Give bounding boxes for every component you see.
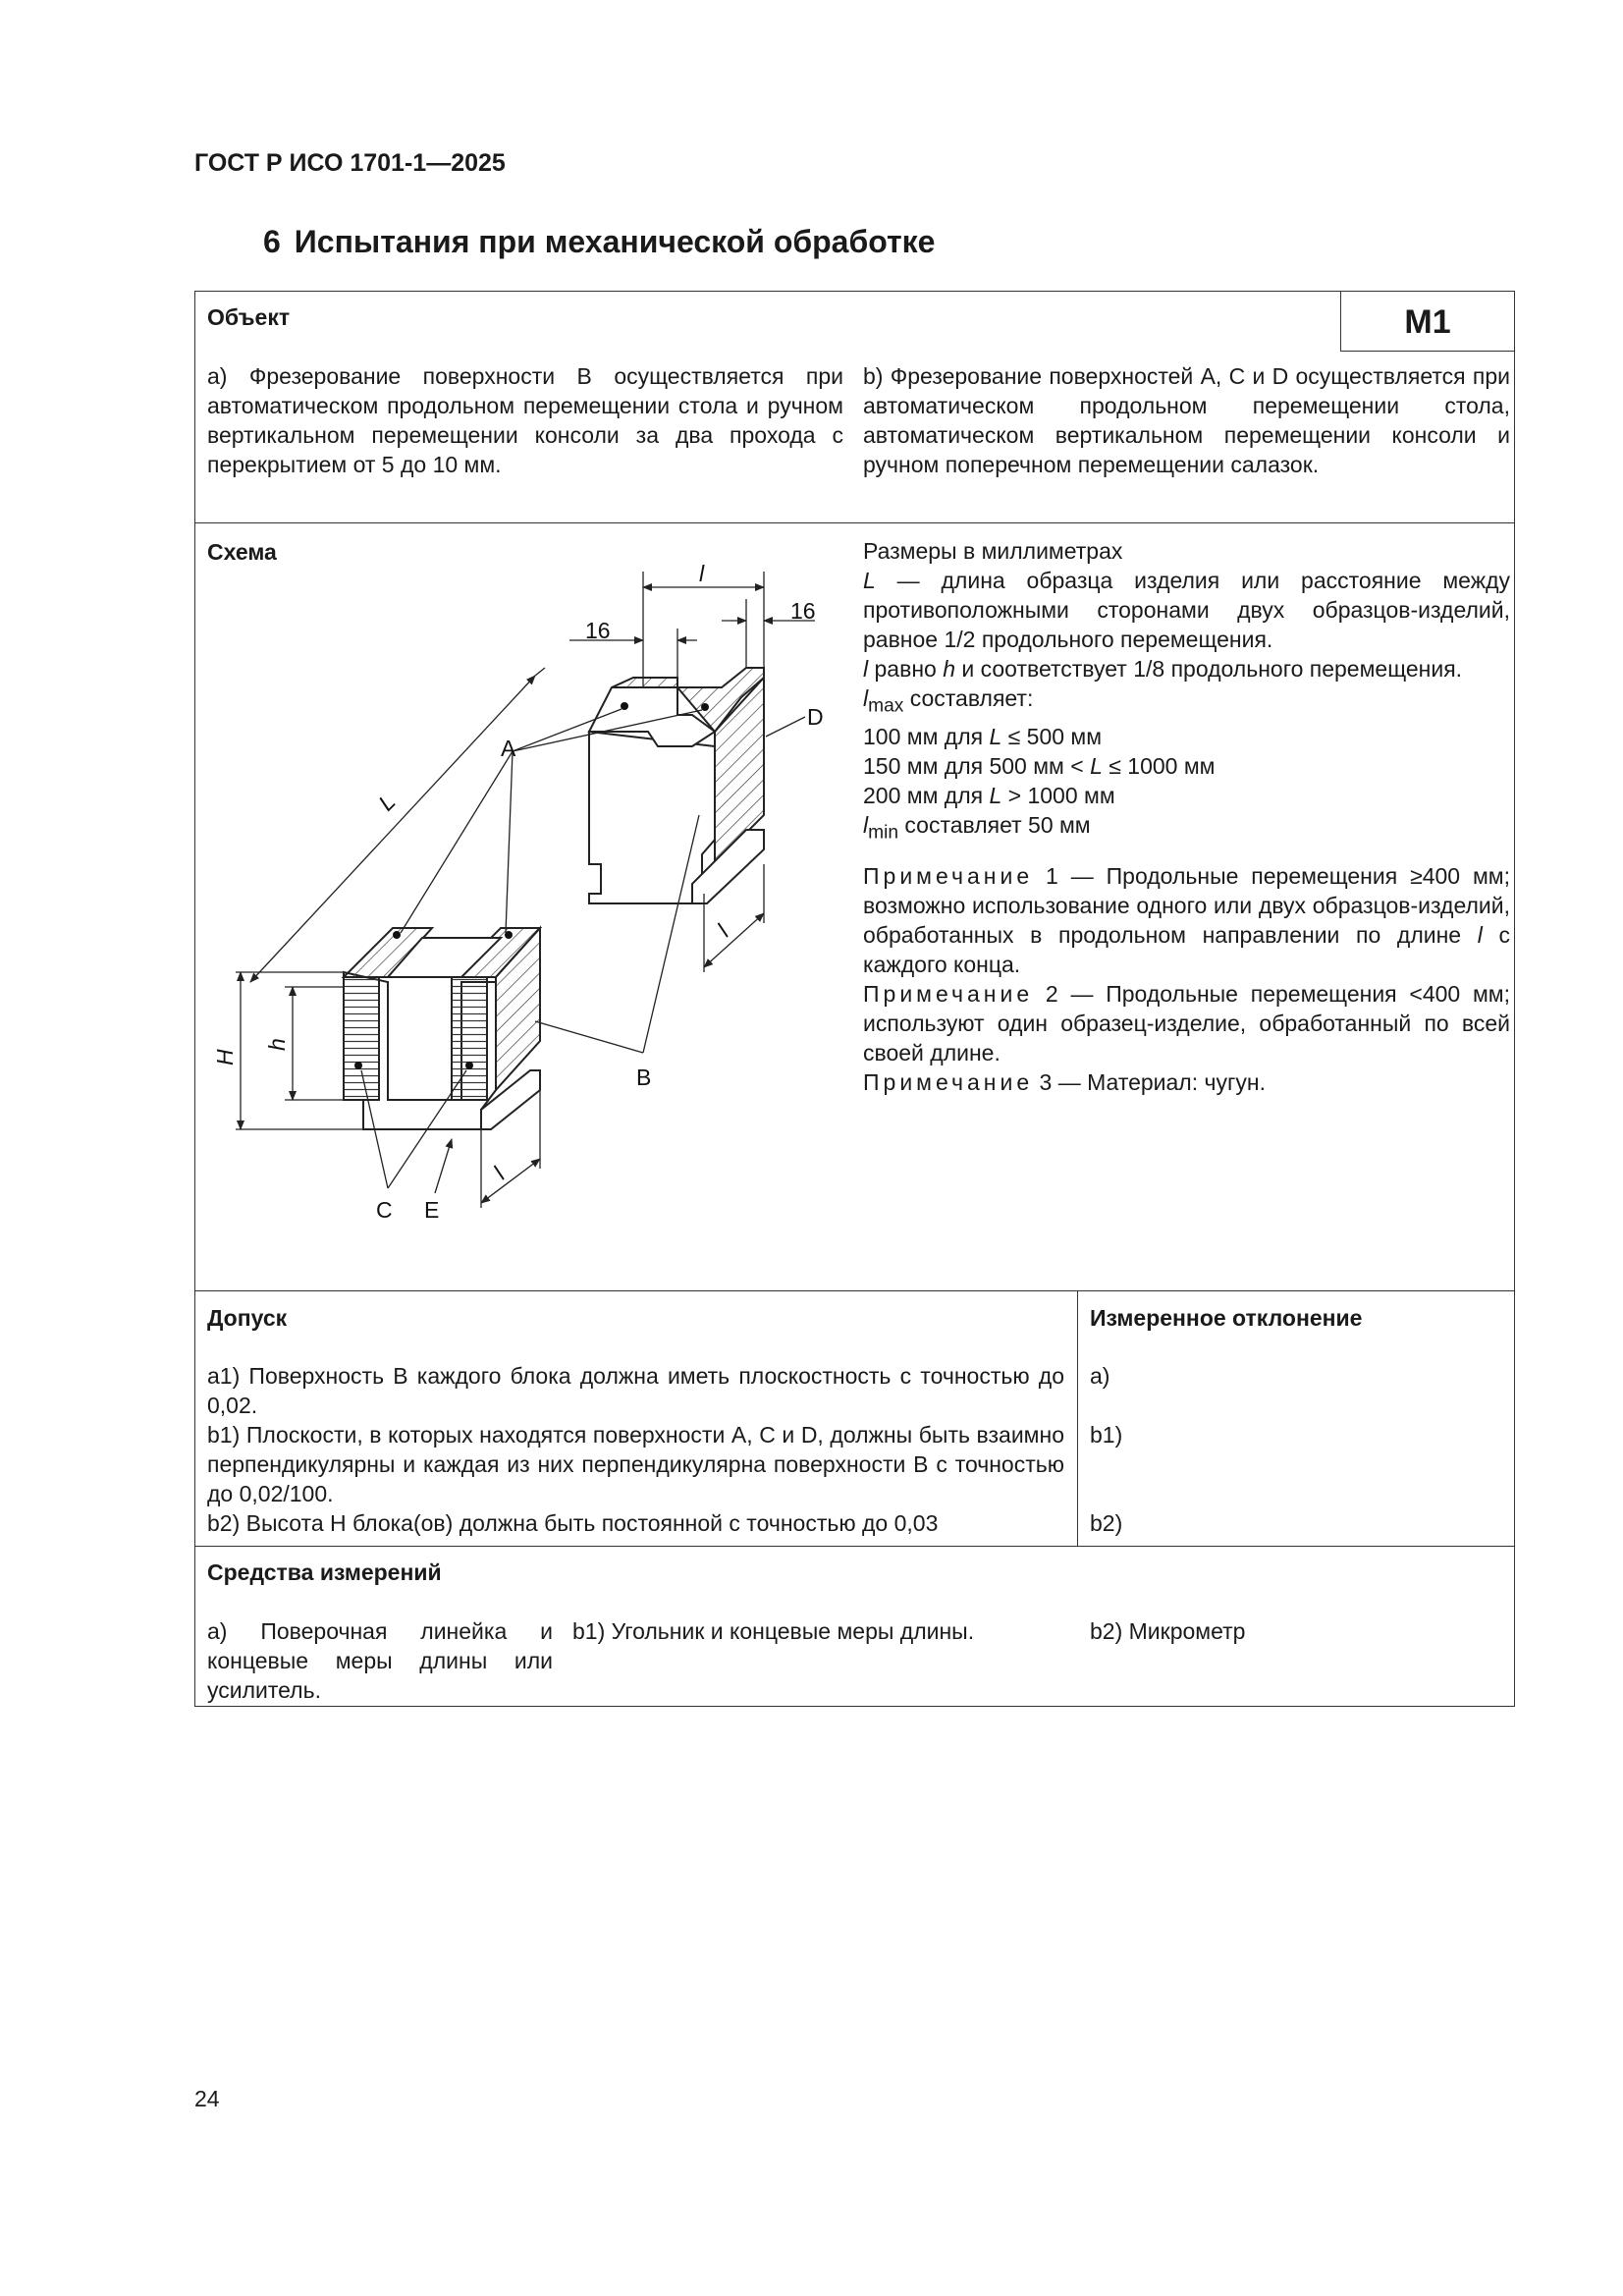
object-text-b: b) Фрезерование поверхностей A, C и D осуществляется при автоматическом продольном перемещении стола, автоматическом вертикальном перемещении консоли и ручном поперечном перемещении салазок.: [863, 363, 1510, 477]
row-divider-scheme: [195, 1290, 1514, 1291]
tolerance-label: Допуск: [207, 1305, 288, 1331]
scheme-explanation: [863, 536, 1510, 1097]
object-label: Объект: [207, 304, 291, 330]
dim-H: H: [212, 1049, 238, 1066]
dim-16-right: 16: [790, 598, 816, 624]
dimensions-caption: Размеры в миллиметрах: [863, 538, 1123, 564]
note-3: Примечание 3 — Материал: чугун.: [863, 1069, 1266, 1096]
measured-deviation-label: Измеренное отклонение: [1090, 1305, 1363, 1331]
label-E: E: [424, 1197, 440, 1223]
section-title: Испытания при механической обработке: [294, 224, 936, 259]
measured-b1: b1): [1090, 1422, 1123, 1448]
definition-l: l равно h и соответствует 1/8 продольного перемещения.: [863, 656, 1463, 682]
tools-b2: b2) Микрометр: [1090, 1618, 1246, 1644]
dim-h: h: [264, 1038, 290, 1051]
label-D: D: [807, 704, 824, 730]
tools-b1: b1) Угольник и концевые меры длины.: [572, 1618, 975, 1644]
dim-l-right: l: [712, 919, 734, 942]
tolerance-a1: a1) Поверхность B каждого блока должна иметь плоскостность с точностью до 0,02.: [207, 1363, 1064, 1418]
scheme-label: Схема: [207, 539, 277, 565]
dim-l-top: l: [699, 561, 705, 586]
label-C: C: [376, 1197, 393, 1223]
label-A: A: [501, 736, 516, 761]
note-2: Примечание 2 — Продольные перемещения <400 мм; используют один образец-изделие, обработанный по всей своей длине.: [863, 981, 1510, 1066]
tools-a: a) Поверочная линейка и концевые меры длины или усилитель.: [207, 1618, 553, 1703]
lmax-case-1: 100 мм для L ≤ 500 мм: [863, 723, 1103, 749]
tolerance-column-divider: [1077, 1290, 1078, 1546]
label-B: B: [636, 1065, 652, 1090]
dim-l-bottom: l: [488, 1162, 511, 1184]
dim-L: L: [373, 789, 401, 816]
definition-lmin: $l_{min}$ составляет 50 мм: [863, 811, 1091, 844]
definition-lmax: $l_{max}$ составляет:: [863, 685, 1034, 717]
lmax-case-2: 150 мм для 500 мм < L ≤ 1000 мм: [863, 752, 1216, 779]
note-1: Примечание 1 — Продольные перемещения ≥400 мм; возможно использование одного или двух образцов-изделий, обработанных в продольном направлении по длине l с каждого конца.: [863, 863, 1511, 978]
object-text-a: a) Фрезерование поверхности B осуществляется при автоматическом продольном перемещении стола и ручном вертикальном перемещении консоли за два прохода с перекрытием от 5 до 10 мм.: [207, 363, 843, 477]
standard-designation: ГОСТ Р ИСО 1701-1—2025: [194, 149, 506, 177]
measured-b2: b2): [1090, 1510, 1123, 1536]
row-divider-object: [195, 522, 1514, 523]
tolerance-b1: b1) Плоскости, в которых находятся поверхности A, C и D, должны быть взаимно перпендикулярны и каждая из них перпендикулярна поверхности B с точностью до 0,02/100.: [207, 1422, 1064, 1506]
front-block: [344, 928, 540, 1129]
back-block: [589, 668, 764, 903]
measured-a: a): [1090, 1363, 1110, 1389]
m1-cell-divider: [1340, 292, 1341, 352]
row-divider-tolerance: [195, 1546, 1514, 1547]
dim-16-left: 16: [585, 618, 611, 643]
test-code: M1: [1404, 302, 1451, 341]
tolerance-b2: b2) Высота H блока(ов) должна быть постоянной с точностью до 0,03: [207, 1510, 939, 1536]
tools-label: Средства измерений: [207, 1559, 442, 1585]
page-number: 24: [194, 2086, 220, 2111]
definition-L: L — длина образца изделия или расстояние между противоположными сторонами двух образцов-изделий, равное 1/2 продольного перемещения.: [863, 568, 1510, 652]
milling-test-piece-drawing: [196, 550, 844, 1237]
section-number: 6: [263, 224, 281, 259]
lmax-case-3: 200 мм для L > 1000 мм: [863, 782, 1115, 808]
section-heading: [263, 224, 935, 260]
